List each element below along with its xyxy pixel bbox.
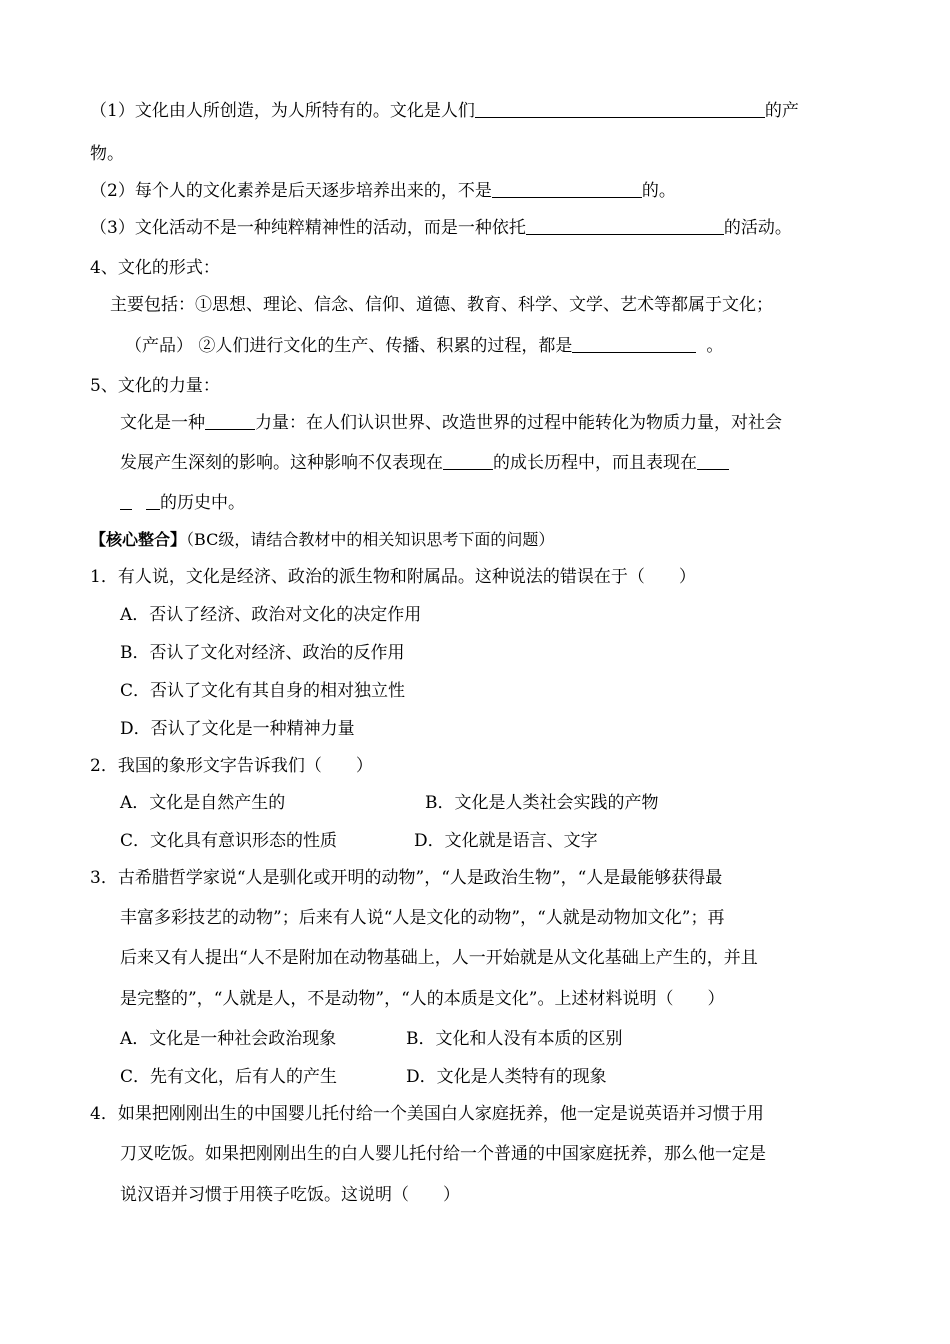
- q3-option-d[interactable]: D．文化是人类特有的现象: [406, 1067, 607, 1087]
- q3-line4: 是完整的”，“人就是人，不是动物”，“人的本质是文化”。上述材料说明（ ）: [120, 989, 725, 1009]
- q1-option-d[interactable]: D．否认了文化是一种精神力量: [120, 719, 355, 739]
- s5-line1-text-a: 文化是一种: [120, 413, 205, 433]
- core-title: 【核心整合】: [90, 530, 187, 549]
- s4-line2-text-b: 。: [706, 336, 724, 356]
- s3-item1-line1: [90, 100, 799, 122]
- blank-s3-2[interactable]: [492, 181, 642, 198]
- s5-heading: 5、文化的力量：: [90, 376, 220, 396]
- q3-option-c[interactable]: C．先有文化，后有人的产生: [120, 1067, 338, 1087]
- q3-option-a[interactable]: A．文化是一种社会政治现象: [120, 1029, 337, 1049]
- q3-line2: 丰富多彩技艺的动物”；后来有人说“人是文化的动物”，“人就是动物加文化”；再: [120, 908, 725, 928]
- s3-item1-text-b: 的产: [764, 101, 799, 121]
- s4-line2: [125, 335, 723, 357]
- s5-line2: [120, 452, 729, 474]
- q1-option-c[interactable]: C．否认了文化有其自身的相对独立性: [120, 681, 406, 701]
- q4-line2: 刀叉吃饭。如果把刚刚出生的白人婴儿托付给一个普通的中国家庭抚养，那么他一定是: [120, 1144, 766, 1164]
- s3-item3-text-a: （3）文化活动不是一种纯粹精神性的活动，而是一种依托: [90, 218, 526, 238]
- blank-s3-1[interactable]: [475, 101, 765, 118]
- q4-line1: 4．如果把刚刚出生的中国婴儿托付给一个美国白人家庭抚养，他一定是说英语并习惯于用: [90, 1104, 764, 1124]
- q3-option-b[interactable]: B．文化和人没有本质的区别: [406, 1029, 623, 1049]
- s4-line2-text-a: （产品） ②人们进行文化的生产、传播、积累的过程，都是: [125, 336, 573, 356]
- s5-line2-text-a: 发展产生深刻的影响。这种影响不仅表现在: [120, 453, 443, 473]
- blank-s5-3[interactable]: [697, 453, 729, 470]
- q2-option-d[interactable]: D．文化就是语言、文字: [414, 831, 598, 851]
- q3-line1: 3．古希腊哲学家说“人是驯化或开明的动物”，“人是政治生物”，“人是最能够获得最: [90, 868, 723, 888]
- s5-line3-text: 的历史中。: [160, 493, 245, 513]
- s5-line3: [120, 492, 245, 514]
- s5-line2-text-b: 的成长历程中，而且表现在: [493, 453, 697, 473]
- core-note: （BC级，请结合教材中的相关知识思考下面的问题）: [186, 530, 555, 549]
- q1-stem: 1．有人说，文化是经济、政治的派生物和附属品。这种说法的错误在于（ ）: [90, 567, 696, 587]
- s3-item1-text-a: （1）文化由人所创造，为人所特有的。文化是人们: [90, 101, 475, 121]
- s5-line1: [120, 412, 782, 434]
- q4-line3: 说汉语并习惯于用筷子吃饭。这说明（ ）: [120, 1185, 460, 1205]
- s3-item2-text-b: 的。: [641, 181, 676, 201]
- s3-item1-line2: 物。: [90, 144, 124, 164]
- blank-s5-3-cont-a: [120, 493, 132, 510]
- q1-option-b[interactable]: B．否认了文化对经济、政治的反作用: [120, 643, 405, 663]
- s3-item2: [90, 180, 676, 202]
- s4-line1: 主要包括：①思想、理论、信念、信仰、道德、教育、科学、文学、艺术等都属于文化；: [110, 295, 773, 315]
- blank-s4[interactable]: [572, 336, 696, 353]
- core-heading: [90, 529, 554, 551]
- q2-stem: 2．我国的象形文字告诉我们（ ）: [90, 756, 373, 776]
- blank-s5-2[interactable]: [443, 453, 493, 470]
- q2-option-c[interactable]: C．文化具有意识形态的性质: [120, 831, 338, 851]
- blank-s3-3[interactable]: [526, 218, 724, 235]
- s4-heading: 4、文化的形式：: [90, 258, 220, 278]
- blank-s5-1[interactable]: [205, 413, 255, 430]
- q3-line3: 后来又有人提出“人不是附加在动物基础上，人一开始就是从文化基础上产生的，并且: [120, 948, 758, 968]
- s5-line1-text-b: 力量：在人们认识世界、改造世界的过程中能转化为物质力量，对社会: [255, 413, 782, 433]
- s3-item3: [90, 217, 792, 239]
- q2-option-b[interactable]: B．文化是人类社会实践的产物: [425, 793, 659, 813]
- q1-option-a[interactable]: A．否认了经济、政治对文化的决定作用: [120, 605, 422, 625]
- q2-option-a[interactable]: A．文化是自然产生的: [120, 793, 286, 813]
- blank-s5-3-cont-b: [146, 493, 160, 510]
- s3-item2-text-a: （2）每个人的文化素养是后天逐步培养出来的，不是: [90, 181, 492, 201]
- s3-item3-text-b: 的活动。: [723, 218, 792, 238]
